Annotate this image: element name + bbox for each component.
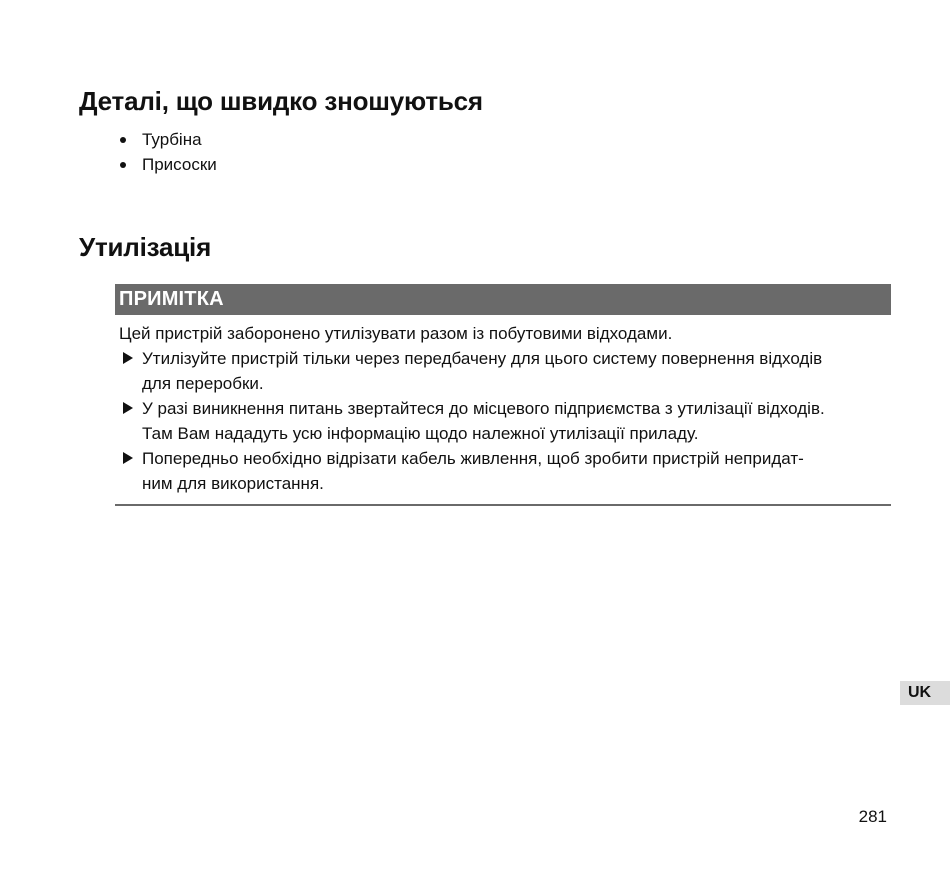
wear-parts-heading: Деталі, що швидко зношуються: [79, 86, 483, 116]
list-item: [118, 152, 217, 177]
page-number: 281: [858, 807, 887, 826]
note-item-line: для переробки.: [142, 374, 264, 393]
disposal-heading: Утилізація: [79, 232, 212, 262]
note-body: [115, 315, 891, 506]
bullet-dot-icon: [120, 137, 126, 143]
note-intro: Цей пристрій заборонено утилізувати разом із побутовими відходами.: [119, 324, 673, 343]
triangle-arrow-icon: [123, 402, 133, 414]
note-item-line: ним для використання.: [142, 474, 324, 493]
note-list: [119, 346, 891, 496]
list-item-label: Присоски: [142, 155, 217, 174]
list-item-label: Турбіна: [142, 130, 202, 149]
note-item-line: Утилізуйте пристрій тільки через передбачену для цього систему повернення відходів: [142, 349, 823, 368]
note-item: [119, 446, 891, 496]
bullet-dot-icon: [120, 162, 126, 168]
note-box: [115, 284, 891, 506]
wear-parts-list: [118, 127, 217, 177]
triangle-arrow-icon: [123, 452, 133, 464]
triangle-arrow-icon: [123, 352, 133, 364]
note-item-line: Попередньо необхідно відрізати кабель живлення, щоб зробити пристрій непридат-: [142, 449, 804, 468]
note-item: [119, 346, 891, 396]
language-tab: UK: [900, 681, 950, 705]
note-item: [119, 396, 891, 446]
note-item-line: У разі виникнення питань звертайтеся до місцевого підприємства з утилізації відходів.: [142, 399, 825, 418]
note-header: ПРИМІТКА: [115, 284, 891, 315]
note-item-line: Там Вам нададуть усю інформацію щодо належної утилізації приладу.: [142, 424, 699, 443]
list-item: [118, 127, 217, 152]
